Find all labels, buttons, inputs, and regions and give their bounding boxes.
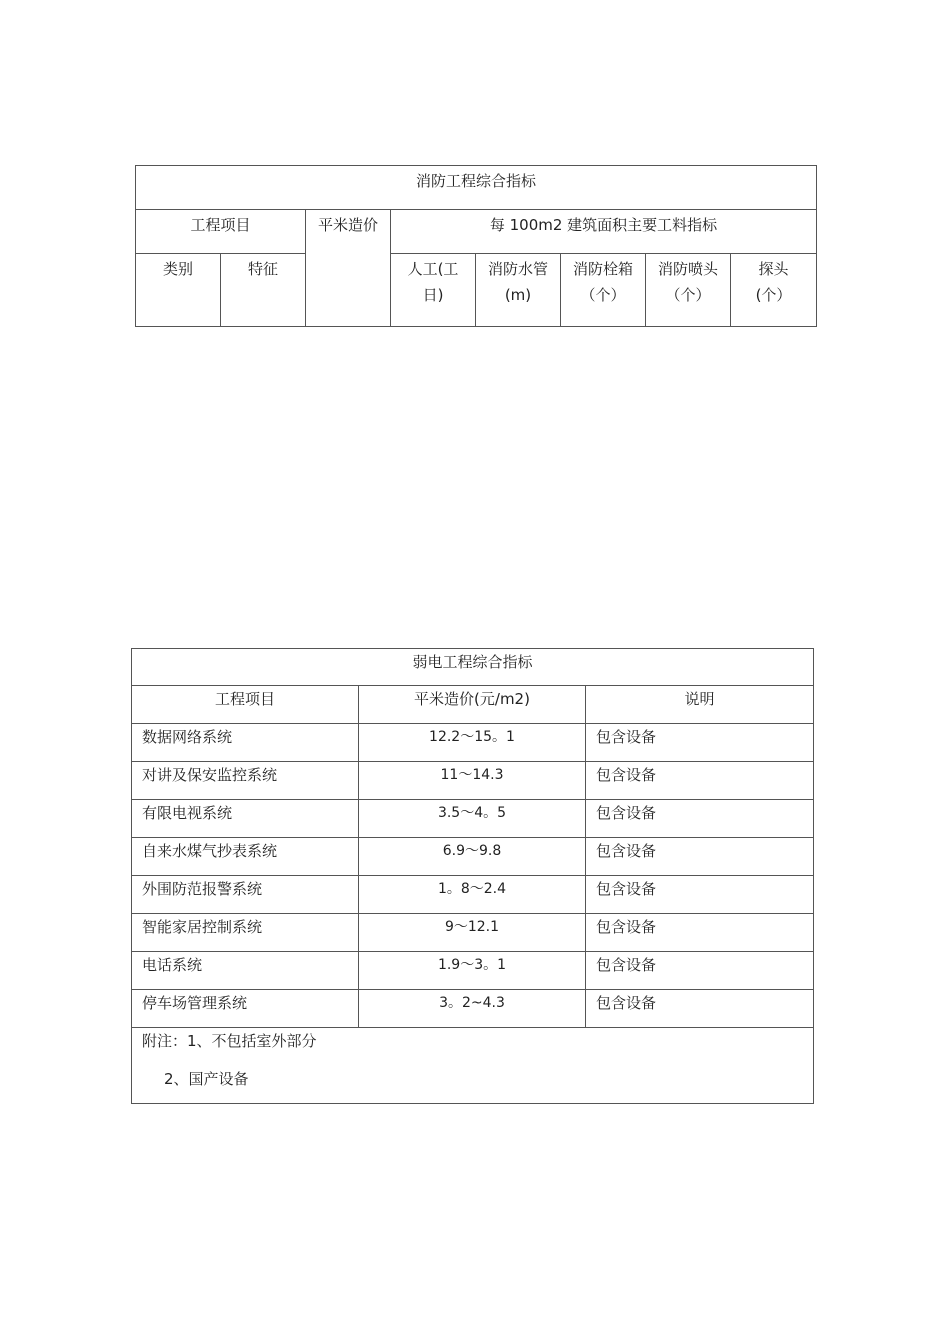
row-price: 1.9～3。1 (359, 952, 586, 990)
header-labor (391, 254, 476, 327)
header-unit-price: 平米造价 (306, 210, 391, 327)
row-note: 包含设备 (586, 762, 814, 800)
header-detector-line1: 探头 (758, 260, 789, 278)
row-note: 包含设备 (586, 800, 814, 838)
table-row (132, 838, 814, 876)
row-note: 包含设备 (586, 914, 814, 952)
header-pipe (476, 254, 561, 327)
header-category: 类别 (136, 254, 221, 327)
row-name: 外围防范报警系统 (132, 876, 359, 914)
row-price: 11～14.3 (359, 762, 586, 800)
row-name: 停车场管理系统 (132, 990, 359, 1028)
row-price: 9～12.1 (359, 914, 586, 952)
header-labor-line1: 人工(工 (407, 260, 459, 278)
header-hydrant-line1: 消防栓箱 (572, 260, 633, 278)
row-note: 包含设备 (586, 952, 814, 990)
row-note: 包含设备 (586, 724, 814, 762)
table-row (132, 914, 814, 952)
header-pipe-line2: (m) (504, 286, 532, 304)
weak-current-index-table (131, 648, 814, 1104)
header-hydrant-line2: （个） (580, 286, 626, 304)
fire-table-title: 消防工程综合指标 (136, 166, 817, 210)
row-note: 包含设备 (586, 990, 814, 1028)
row-name: 电话系统 (132, 952, 359, 990)
header-project: 工程项目 (136, 210, 306, 254)
header-detector (731, 254, 817, 327)
row-price: 1。8～2.4 (359, 876, 586, 914)
table-row (132, 762, 814, 800)
row-name: 对讲及保安监控系统 (132, 762, 359, 800)
header-labor-line2: 日) (422, 286, 444, 304)
table-row (132, 800, 814, 838)
row-price: 6.9～9.8 (359, 838, 586, 876)
table-footnote (132, 1028, 814, 1104)
footnote-line1: 附注：1、不包括室外部分 (142, 1032, 317, 1050)
table-row (132, 876, 814, 914)
header-detector-line2: (个） (755, 286, 792, 304)
table-row (132, 990, 814, 1028)
header-sprinkler-line1: 消防喷头 (657, 260, 718, 278)
table-row (132, 724, 814, 762)
row-note: 包含设备 (586, 876, 814, 914)
header-sprinkler (646, 254, 731, 327)
header-pipe-line1: 消防水管 (487, 260, 548, 278)
column-header: 工程项目 (132, 686, 359, 724)
fire-index-table (135, 165, 817, 327)
header-sprinkler-line2: （个） (665, 286, 711, 304)
row-name: 智能家居控制系统 (132, 914, 359, 952)
row-price: 12.2～15。1 (359, 724, 586, 762)
header-feature: 特征 (221, 254, 306, 327)
row-note: 包含设备 (586, 838, 814, 876)
row-name: 有限电视系统 (132, 800, 359, 838)
column-header: 说明 (586, 686, 814, 724)
footnote-line2: 2、国产设备 (164, 1070, 249, 1088)
weak-table-title: 弱电工程综合指标 (132, 649, 814, 686)
column-header: 平米造价(元/m2) (359, 686, 586, 724)
table-row (132, 952, 814, 990)
row-price: 3。2~4.3 (359, 990, 586, 1028)
header-per100: 每 100m2 建筑面积主要工料指标 (391, 210, 817, 254)
row-name: 自来水煤气抄表系统 (132, 838, 359, 876)
header-hydrant (561, 254, 646, 327)
row-name: 数据网络系统 (132, 724, 359, 762)
row-price: 3.5～4。5 (359, 800, 586, 838)
